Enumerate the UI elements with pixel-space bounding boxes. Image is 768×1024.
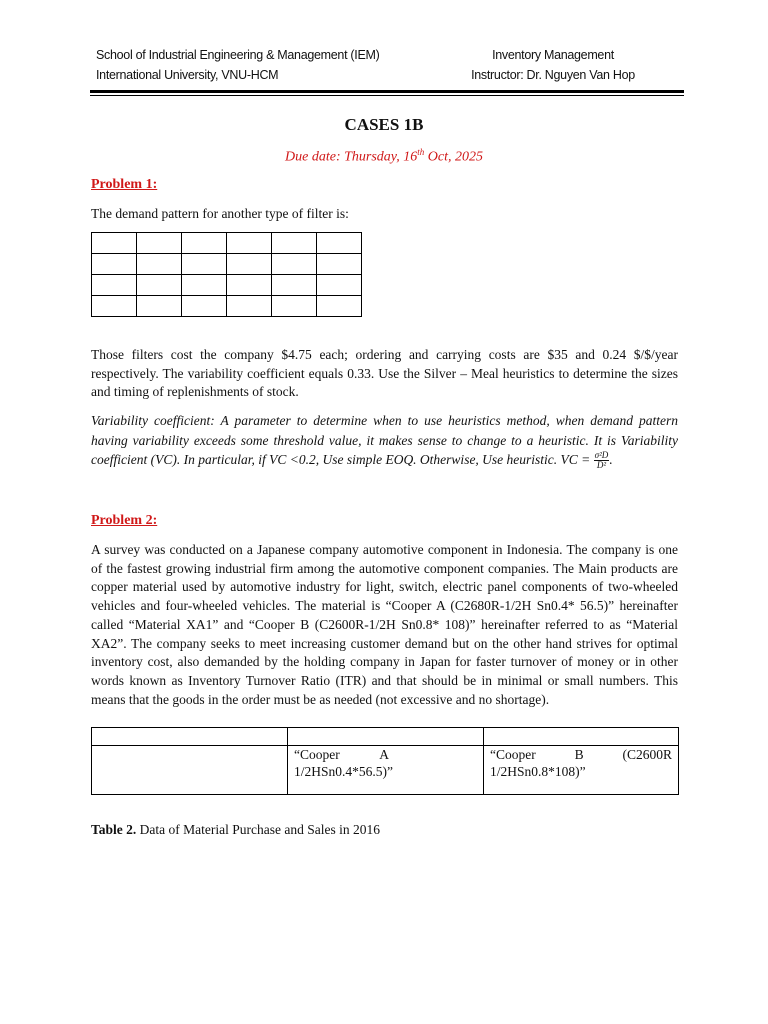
table-cell <box>137 254 182 275</box>
due-date-sup: th <box>417 147 425 157</box>
table-cell <box>272 254 317 275</box>
table-caption-text: Data of Material Purchase and Sales in 2016 <box>136 822 380 837</box>
vc-formula-end: . <box>609 452 613 467</box>
table-cell <box>484 728 679 746</box>
table-row <box>92 728 679 746</box>
table-cell <box>272 275 317 296</box>
material-b-cell <box>484 746 679 795</box>
material-b-word2: B <box>574 747 584 762</box>
table-cell <box>137 296 182 317</box>
material-a-line1 <box>294 746 389 763</box>
table-caption-label: Table 2. <box>91 822 137 837</box>
problem2-body: A survey was conducted on a Japanese company automotive component in Indonesia. The company is one of the fastest growing industrial firm among the automotive component companies. The Main products are copper material used by automotive industry for light, switch, electric panel components of two-wheeled vehicles and four-wheeled vehicles. The material is “Cooper A (C2680R-1/2H Sn0.4* 56.5)” hereinafter called “Material XA1” and “Cooper B (C2600R-1/2H Sn0.8* 108)” hereinafter referred to as “Material XA2”. The company seeks to meet increasing customer demand but on the other hand strives for optimal inventory cost, also demanded by the holding company in Japan for faster turnover of money or in other words known as Inventory Turnover Ratio (ITR) and that should be in minimal or small numbers. This means that the goods in the order must be as needed (not excessive and no shortage). <box>91 542 678 707</box>
table-cell <box>182 233 227 254</box>
table-cell <box>182 275 227 296</box>
header-left <box>96 45 379 85</box>
due-date-prefix: Due date: Thursday, 16 <box>285 149 418 165</box>
table-cell <box>92 728 288 746</box>
material-a-cell <box>288 746 484 795</box>
table-cell <box>92 746 288 795</box>
university-name: International University, VNU-HCM <box>96 68 279 82</box>
table-row <box>92 275 362 296</box>
vc-formula-numerator: σ²D <box>594 450 609 461</box>
table-row <box>92 233 362 254</box>
table-cell <box>227 296 272 317</box>
table-cell <box>137 233 182 254</box>
vc-formula-denominator: D̄² <box>596 460 607 471</box>
header-rule-thick <box>90 90 684 93</box>
problem1-note <box>91 411 678 470</box>
table-row <box>92 746 679 795</box>
school-name: School of Industrial Engineering & Management (IEM) <box>96 48 380 62</box>
table-cell <box>317 296 362 317</box>
material-a-word1: “Cooper <box>294 747 340 762</box>
material-b-word3: (C2600R <box>622 747 672 762</box>
table-cell <box>92 233 137 254</box>
table-cell <box>317 254 362 275</box>
demand-pattern-table <box>91 232 362 317</box>
problem1-body: Those filters cost the company $4.75 each; ordering and carrying costs are $35 and 0.24 $/$/year respectively. The variability coefficient equals 0.33. Use the Silver – Meal heuristics to determine the sizes and timing of replenishments of stock. <box>91 347 678 400</box>
problem1-intro: The demand pattern for another type of filter is: <box>91 206 349 221</box>
material-b-line1 <box>490 746 672 763</box>
course-name: Inventory Management <box>492 48 614 62</box>
table-cell <box>182 254 227 275</box>
vc-formula <box>594 450 613 471</box>
table-cell <box>227 275 272 296</box>
instructor-name: Instructor: Dr. Nguyen Van Hop <box>471 68 635 82</box>
material-b-word1: “Cooper <box>490 747 536 762</box>
table-cell <box>92 296 137 317</box>
table-row <box>92 254 362 275</box>
problem2-heading: Problem 2: <box>91 513 158 528</box>
table-cell <box>137 275 182 296</box>
header-rule-thin <box>90 95 684 96</box>
header-right <box>458 45 648 85</box>
problem1-note-text: Variability coefficient: A parameter to determine when to use heuristics method, when demand pattern having variability exceeds some threshold value, it makes sense to change to a heuristic. It is Variability coefficient (VC). In particular, if VC <0.2, Use simple EOQ. Otherwise, Use heuristic. VC = <box>91 413 678 467</box>
material-a-line2: 1/2HSn0.4*56.5)” <box>294 764 393 779</box>
table-cell <box>272 296 317 317</box>
problem1-heading: Problem 1: <box>91 177 158 192</box>
table-cell <box>317 275 362 296</box>
table-caption <box>91 822 380 838</box>
table-cell <box>317 233 362 254</box>
table-cell <box>288 728 484 746</box>
material-b-line2: 1/2HSn0.8*108)” <box>490 764 586 779</box>
material-table <box>91 727 679 795</box>
due-date <box>0 147 768 166</box>
table-cell <box>92 254 137 275</box>
table-cell <box>227 233 272 254</box>
table-cell <box>272 233 317 254</box>
table-row <box>92 296 362 317</box>
table-cell <box>227 254 272 275</box>
table-cell <box>92 275 137 296</box>
material-a-word2: A <box>379 747 389 762</box>
due-date-suffix: Oct, 2025 <box>424 149 483 165</box>
table-cell <box>182 296 227 317</box>
page-title: CASES 1B <box>344 115 424 134</box>
